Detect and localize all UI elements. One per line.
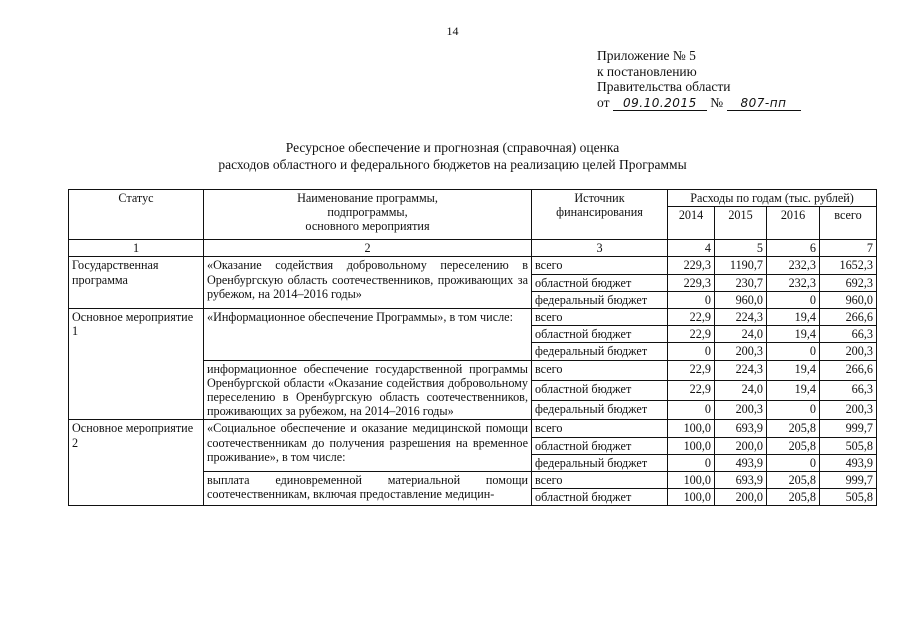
appendix-title: Приложение № 5 [597,48,696,63]
value-2015: 693,9 [715,420,767,437]
appendix-header [597,48,801,111]
value-2014: 229,3 [668,257,715,274]
value-2014: 0 [668,400,715,420]
column-number: 4 [668,240,715,257]
value-total: 960,0 [820,291,877,308]
value-total: 493,9 [820,454,877,471]
date-prefix: от [597,94,610,110]
value-2015: 24,0 [715,326,767,343]
value-2016: 205,8 [767,420,820,437]
value-2015: 200,3 [715,400,767,420]
value-2014: 229,3 [668,274,715,291]
value-total: 999,7 [820,420,877,437]
header-total: всего [820,207,877,240]
program-name-cell: выплата единовременной материальной помощи соотечественникам, включая предоставление медицин- [204,472,532,506]
value-2016: 19,4 [767,380,820,400]
column-number: 6 [767,240,820,257]
source-cell: всего [532,472,668,489]
value-2014: 22,9 [668,360,715,380]
handwritten-number: 807-пп [727,97,801,111]
value-2016: 232,3 [767,274,820,291]
header-name: Наименование программы, подпрограммы, основного мероприятия [204,190,532,240]
appendix-date-line [597,95,801,111]
value-2015: 1190,7 [715,257,767,274]
value-2014: 0 [668,291,715,308]
appendix-line-government: Правительства области [597,79,731,94]
column-number: 2 [204,240,532,257]
value-total: 999,7 [820,472,877,489]
value-2014: 100,0 [668,420,715,437]
status-cell: Основное мероприятие 2 [69,420,204,506]
value-2016: 232,3 [767,257,820,274]
value-2015: 200,0 [715,437,767,454]
value-2014: 0 [668,454,715,471]
value-2014: 100,0 [668,489,715,506]
title-line-1: Ресурсное обеспечение и прогнозная (справочная) оценка [285,140,620,155]
source-cell: областной бюджет [532,437,668,454]
source-cell: всего [532,420,668,437]
source-cell: федеральный бюджет [532,343,668,360]
value-2015: 24,0 [715,380,767,400]
value-2015: 493,9 [715,454,767,471]
value-2014: 22,9 [668,326,715,343]
value-2015: 200,3 [715,343,767,360]
value-2015: 200,0 [715,489,767,506]
source-cell: всего [532,257,668,274]
header-year-2014: 2014 [668,207,715,240]
value-2016: 0 [767,343,820,360]
value-total: 200,3 [820,343,877,360]
source-cell: областной бюджет [532,380,668,400]
column-number: 3 [532,240,668,257]
value-2016: 0 [767,291,820,308]
value-total: 66,3 [820,326,877,343]
budget-table [68,189,877,506]
value-total: 505,8 [820,489,877,506]
column-numbering-row [69,240,877,257]
program-name-cell: «Социальное обеспечение и оказание медицинской помощи соотечественникам до получения разрешения на временное проживание», в том числе: [204,420,532,472]
value-2015: 224,3 [715,360,767,380]
table-row [69,420,877,437]
source-cell: всего [532,360,668,380]
value-total: 200,3 [820,400,877,420]
status-cell: Государственная программа [69,257,204,309]
source-cell: областной бюджет [532,274,668,291]
value-2016: 19,4 [767,360,820,380]
value-2014: 0 [668,343,715,360]
column-number: 1 [69,240,204,257]
value-2016: 0 [767,454,820,471]
header-expenses: Расходы по годам (тыс. рублей) [668,190,877,207]
source-cell: федеральный бюджет [532,400,668,420]
table-row [69,257,877,274]
source-cell: областной бюджет [532,489,668,506]
title-line-2: расходов областного и федерального бюджетов на реализацию целей Программы [218,157,687,172]
table-row [69,309,877,326]
document-title [0,139,905,173]
handwritten-date: 09.10.2015 [613,97,707,111]
program-name-cell: «Информационное обеспечение Программы», в том числе: [204,309,532,361]
value-2015: 693,9 [715,472,767,489]
value-2016: 19,4 [767,326,820,343]
value-2014: 22,9 [668,380,715,400]
column-number: 7 [820,240,877,257]
page-number: 14 [446,24,459,38]
value-total: 66,3 [820,380,877,400]
value-total: 1652,3 [820,257,877,274]
value-2016: 0 [767,400,820,420]
value-total: 266,6 [820,360,877,380]
value-2014: 100,0 [668,437,715,454]
value-2015: 230,7 [715,274,767,291]
program-name-cell: «Оказание содействия добровольному переселению в Оренбургскую область соотечественников, проживающих за рубежом, на 2014–2016 годы» [204,257,532,309]
value-total: 505,8 [820,437,877,454]
source-cell: всего [532,309,668,326]
value-total: 266,6 [820,309,877,326]
value-2015: 224,3 [715,309,767,326]
header-year-2016: 2016 [767,207,820,240]
appendix-line-resolution: к постановлению [597,63,697,79]
number-prefix: № [710,94,724,110]
table-header-row [69,190,877,207]
value-2016: 205,8 [767,437,820,454]
status-cell: Основное мероприятие 1 [69,309,204,420]
header-status: Статус [69,190,204,240]
value-2016: 205,8 [767,489,820,506]
value-2016: 19,4 [767,309,820,326]
value-2016: 205,8 [767,472,820,489]
header-year-2015: 2015 [715,207,767,240]
header-source: Источник финансирования [532,190,668,240]
program-name-cell: информационное обеспечение государственной программы Оренбургской области «Оказание содействия добровольному переселению в Оренбургскую область соотечественников, проживающих за рубежом, на 2014–2016 годы» [204,360,532,420]
value-2014: 100,0 [668,472,715,489]
source-cell: федеральный бюджет [532,291,668,308]
source-cell: областной бюджет [532,326,668,343]
value-2014: 22,9 [668,309,715,326]
source-cell: федеральный бюджет [532,454,668,471]
value-total: 692,3 [820,274,877,291]
column-number: 5 [715,240,767,257]
value-2015: 960,0 [715,291,767,308]
